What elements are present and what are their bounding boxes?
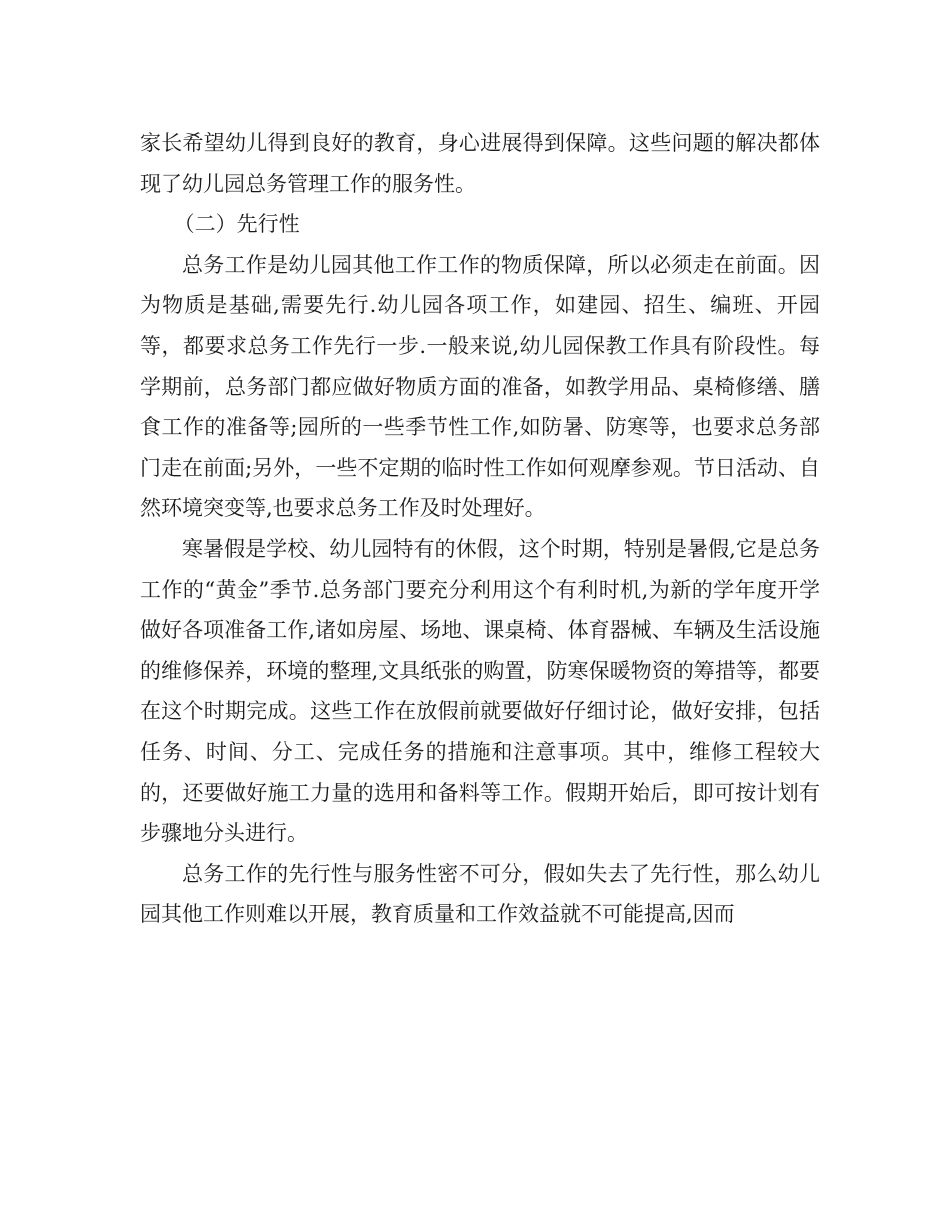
document-body bbox=[140, 123, 820, 935]
paragraph: 总务工作是幼儿园其他工作工作的物质保障，所以必须走在前面。因为物质是基础,需要先行.幼儿园各项工作，如建园、招生、编班、开园等，都要求总务工作先行一步.一般来说,幼儿园保教工作具有阶段性。每学期前，总务部门都应做好物质方面的准备，如教学用品、桌椅修缮、膳食工作的准备等;园所的一些季节性工作,如防暑、防寒等，也要求总务部门走在前面;另外，一些不定期的临时性工作如何观摩参观。节日活动、自然环境突变等,也要求总务工作及时处理好。 bbox=[140, 252, 820, 521]
section-heading: （二）先行性 bbox=[173, 212, 300, 237]
paragraph: 寒暑假是学校、幼儿园特有的休假，这个时期，特别是暑假,它是总务工作的“黄金”季节.总务部门要充分利用这个有利时机,为新的学年度开学做好各项准备工作,诸如房屋、场地、课桌椅、体育器械、车辆及生活设施的维修保养，环境的整理,文具纸张的购置，防寒保暖物资的筹措等，都要在这个时期完成。这些工作在放假前就要做好仔细讨论，做好安排，包括任务、时间、分工、完成任务的措施和注意事项。其中，维修工程较大的，还要做好施工力量的选用和备料等工作。假期开始后，即可按计划有步骤地分头进行。 bbox=[140, 536, 820, 846]
paragraph: 总务工作的先行性与服务性密不可分，假如失去了先行性，那么幼儿园其他工作则难以开展，教育质量和工作效益就不可能提高,因而 bbox=[140, 861, 820, 927]
paragraph-continuation: 家长希望幼儿得到良好的教育，身心进展得到保障。这些问题的解决都体现了幼儿园总务管理工作的服务性。 bbox=[140, 131, 820, 196]
